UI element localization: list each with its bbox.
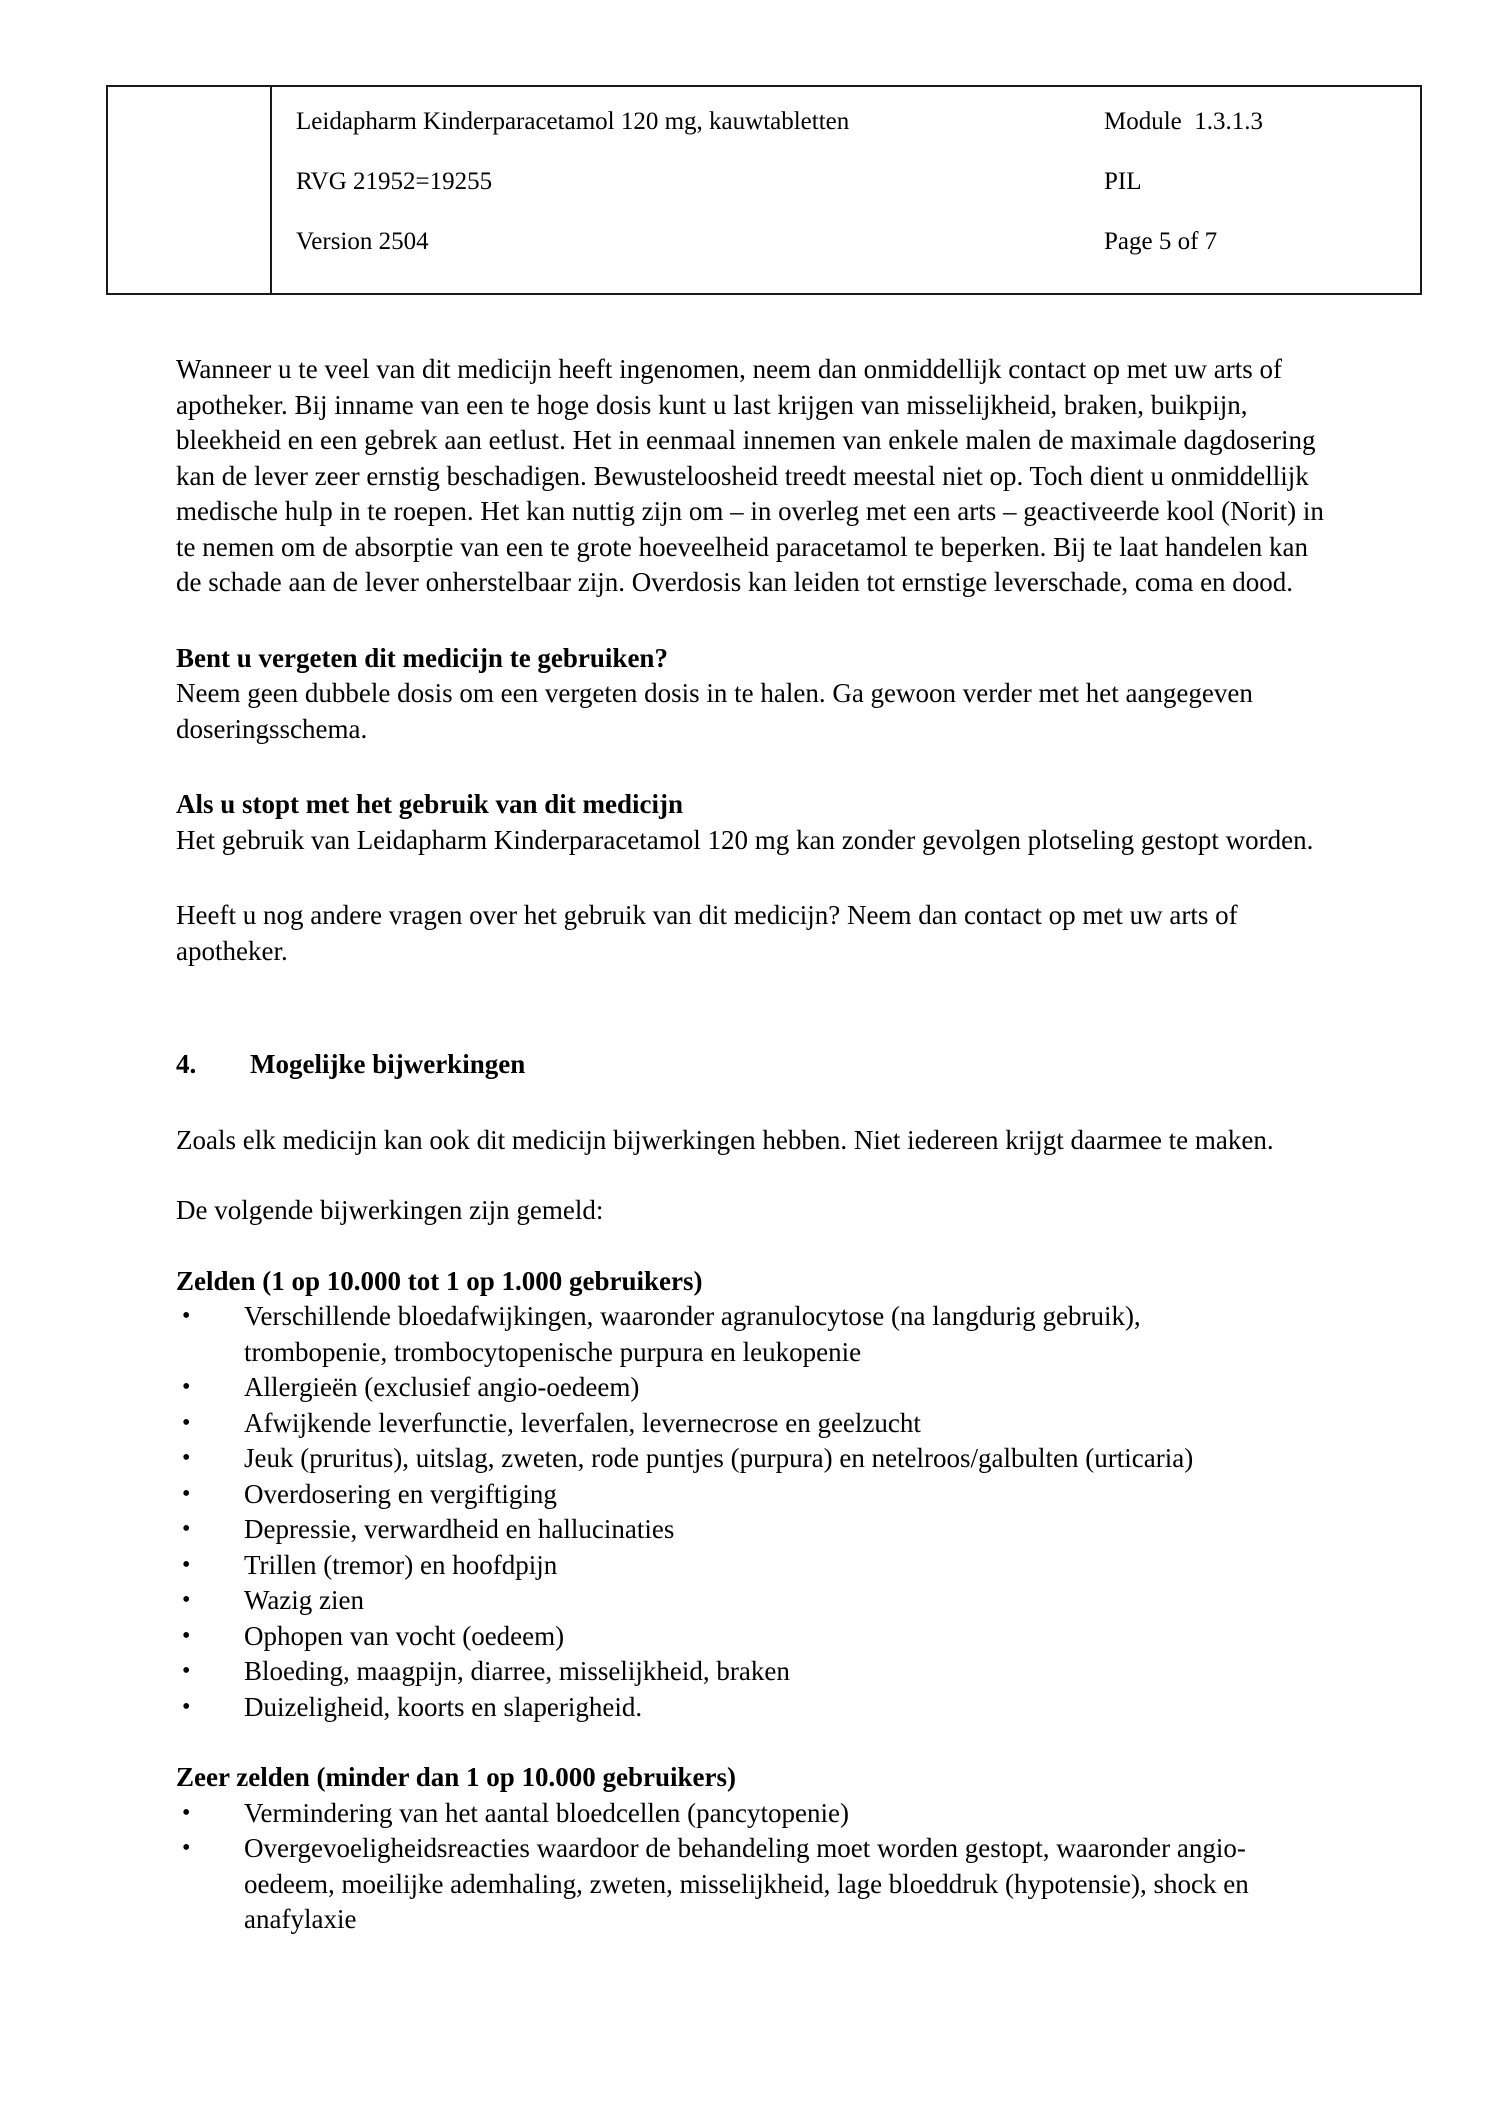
side-effects-intro-paragraph: Zoals elk medicijn kan ook dit medicijn bijwerkingen hebben. Niet iedereen krijgt daarmee te maken.: [176, 1124, 1274, 1155]
list-item: [176, 1831, 1331, 1938]
header-product-name: Leidapharm Kinderparacetamol 120 mg, kauwtabletten: [296, 108, 850, 135]
forgotten-dose-paragraph: Neem geen dubbele dosis om een vergeten dosis in te halen. Ga gewoon verder met het aangegeven doseringsschema.: [176, 678, 1253, 744]
reported-side-effects-paragraph: De volgende bijwerkingen zijn gemeld:: [176, 1195, 604, 1225]
list-item: [176, 1477, 1331, 1513]
list-item: [176, 1796, 1331, 1832]
bullet-icon: •: [182, 1835, 191, 1861]
header-logo-cell: [108, 87, 272, 293]
bullet-icon: •: [182, 1409, 191, 1436]
section-number: 4.: [176, 1049, 197, 1079]
stopping-treatment-heading: Als u stopt met het gebruik van dit medicijn: [176, 789, 684, 819]
list-item: [176, 1690, 1331, 1726]
list-item-text: Overdosering en vergiftiging: [244, 1478, 557, 1509]
list-item: [176, 1370, 1331, 1406]
list-item: [176, 1441, 1331, 1477]
section-heading-side-effects: [176, 1047, 1331, 1083]
further-questions-paragraph: Heeft u nog andere vragen over het gebruik van dit medicijn? Neem dan contact op met uw arts of apotheker.: [176, 900, 1238, 966]
header-text-cell: [272, 87, 1420, 293]
document-body: [176, 352, 1331, 1938]
list-item-text: Allergieën (exclusief angio-oedeem): [244, 1372, 640, 1402]
header-doc-type: PIL: [1104, 168, 1142, 195]
forgotten-dose-heading: Bent u vergeten dit medicijn te gebruiken?: [176, 642, 668, 673]
spacer: [176, 601, 1331, 641]
stopping-treatment-paragraph: Het gebruik van Leidapharm Kinderparacetamol 120 mg kan zonder gevolgen plotseling gestopt worden.: [176, 824, 1314, 855]
header-row: [296, 229, 1420, 254]
list-item-text: Ophopen van vocht (oedeem): [244, 1620, 565, 1651]
rare-frequency-heading: Zelden (1 op 10.000 tot 1 op 1.000 gebruikers): [176, 1265, 703, 1296]
list-item: [176, 1512, 1331, 1548]
spacer: [176, 747, 1331, 787]
spacer: [176, 1158, 1331, 1193]
bullet-icon: •: [182, 1551, 191, 1578]
list-item-text: Afwijkende leverfunctie, leverfalen, levernecrose en geelzucht: [244, 1407, 921, 1438]
list-item-text: Vermindering van het aantal bloedcellen (pancytopenie): [244, 1797, 849, 1828]
bullet-icon: •: [182, 1799, 191, 1826]
bullet-icon: •: [182, 1693, 191, 1720]
list-item: [176, 1406, 1331, 1442]
spacer: [176, 969, 1331, 1047]
list-item-text: Duizeligheid, koorts en slaperigheid.: [244, 1691, 643, 1722]
bullet-icon: •: [182, 1516, 191, 1542]
very-rare-side-effects-list: [176, 1796, 1331, 1938]
rare-side-effects-list: [176, 1299, 1331, 1725]
bullet-icon: •: [182, 1587, 191, 1613]
list-item-text: Bloeding, maagpijn, diarree, misselijkheid, braken: [244, 1656, 790, 1686]
header-version: Version 2504: [296, 228, 429, 255]
list-item: [176, 1619, 1331, 1655]
list-item-text: Depressie, verwardheid en hallucinaties: [244, 1514, 675, 1544]
list-item-text: Overgevoeligheidsreacties waardoor de behandeling moet worden gestopt, waaronder angio-oedeem, moeilijke ademhaling, zweten, misselijkheid, lage bloeddruk (hypotensie), shock en anafylaxie: [244, 1833, 1249, 1934]
bullet-icon: •: [182, 1480, 191, 1507]
spacer: [176, 1725, 1331, 1760]
header-row: [296, 109, 1420, 134]
list-item-text: Verschillende bloedafwijkingen, waaronder agranulocytose (na langdurig gebruik), trombopenie, trombocytopenische purpura en leukopenie: [244, 1301, 1141, 1367]
bullet-icon: •: [182, 1374, 191, 1400]
bullet-icon: •: [182, 1658, 191, 1684]
document-header-table: [106, 85, 1422, 295]
very-rare-frequency-heading: Zeer zelden (minder dan 1 op 10.000 gebruikers): [176, 1762, 736, 1792]
overdose-paragraph: Wanneer u te veel van dit medicijn heeft ingenomen, neem dan onmiddellijk contact op met uw arts of apotheker. Bij inname van een te hoge dosis kunt u last krijgen van misselijkheid, braken, buikpijn, bleekheid en een gebrek aan eetlust. Het in eenmaal innemen van enkele malen de maximale dagdosering kan de lever zeer ernstig beschadigen. Bewusteloosheid treedt meestal niet op. Toch dient u onmiddellijk medische hulp in te roepen. Het kan nuttig zijn om – in overleg met een arts – geactiveerde kool (Norit) in te nemen om de absorptie van een te grote hoeveelheid paracetamol te beperken. Bij te laat handelen kan de schade aan de lever onherstelbaar zijn. Overdosis kan leiden tot ernstige leverschade, coma en dood.: [176, 354, 1324, 597]
list-item: [176, 1299, 1331, 1370]
spacer: [176, 1229, 1331, 1264]
bullet-icon: •: [182, 1445, 191, 1471]
section-title: Mogelijke bijwerkingen: [250, 1049, 526, 1079]
header-row: [296, 169, 1420, 194]
list-item: [176, 1654, 1331, 1690]
bullet-icon: •: [182, 1303, 191, 1329]
list-item: [176, 1548, 1331, 1584]
spacer: [176, 858, 1331, 898]
header-page-number: Page 5 of 7: [1104, 228, 1218, 255]
header-module-label: Module 1.3.1.3: [1104, 108, 1264, 135]
list-item: [176, 1583, 1331, 1619]
list-item-text: Trillen (tremor) en hoofdpijn: [244, 1549, 558, 1580]
bullet-icon: •: [182, 1622, 191, 1649]
spacer: [176, 1083, 1331, 1123]
list-item-text: Jeuk (pruritus), uitslag, zweten, rode puntjes (purpura) en netelroos/galbulten (urticaria): [244, 1443, 1194, 1473]
list-item-text: Wazig zien: [244, 1585, 365, 1615]
header-rvg-number: RVG 21952=19255: [296, 168, 493, 195]
